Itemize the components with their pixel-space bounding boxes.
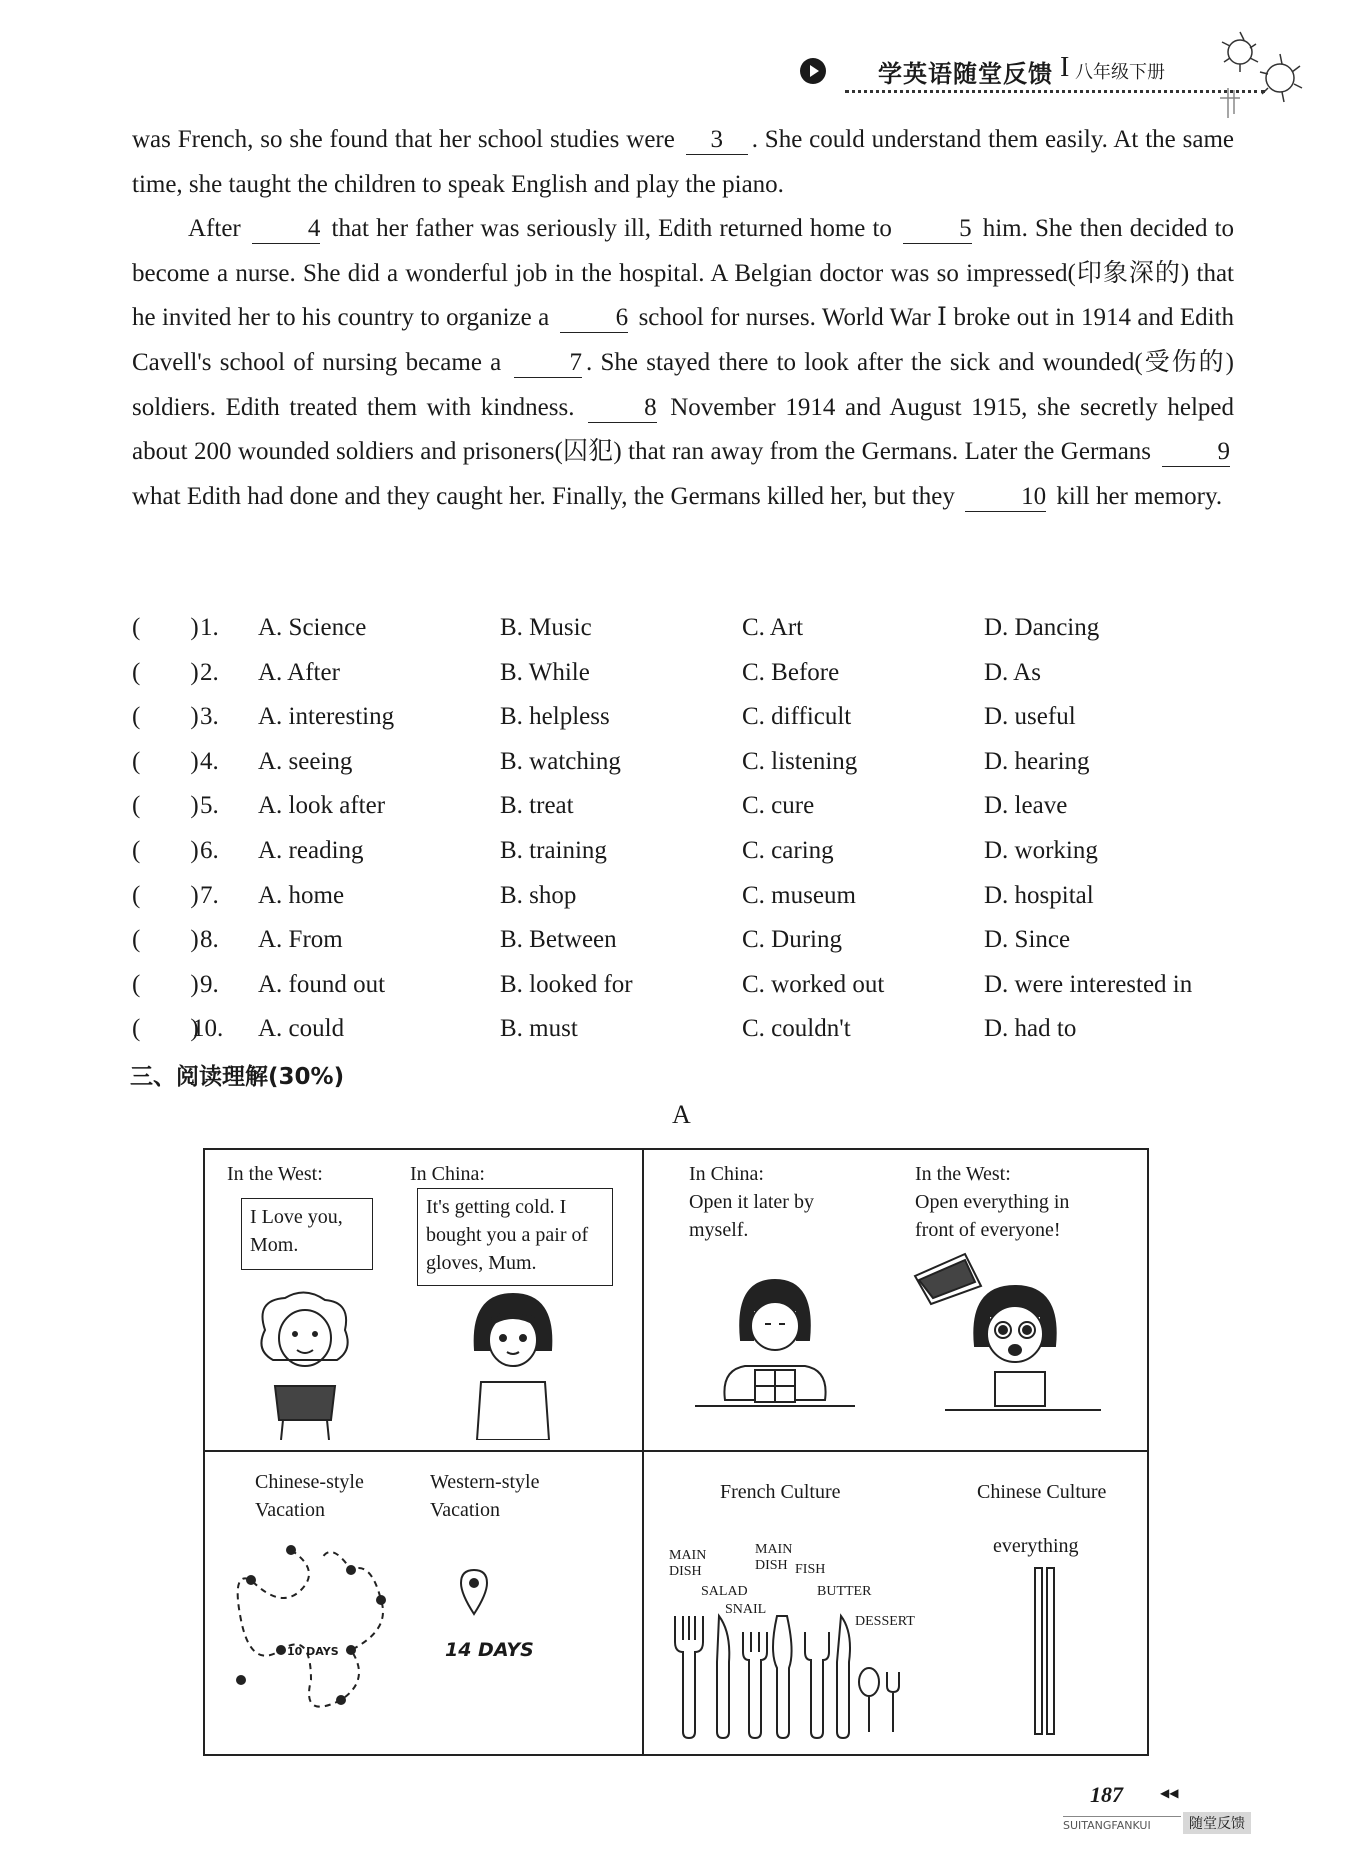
question-number: 6. (200, 836, 219, 864)
label-dessert: DESSERT (855, 1614, 915, 1629)
question-row (132, 963, 1242, 1008)
panel2-china-label: In China: (689, 1163, 764, 1185)
option-c[interactable]: C. couldn't (742, 1015, 851, 1043)
title-separator: I (1060, 52, 1070, 83)
play-icon (800, 58, 826, 84)
option-c[interactable]: C. listening (742, 747, 858, 775)
question-number: 1. (200, 614, 219, 641)
label-salad: SALAD (701, 1584, 748, 1599)
girl-holding-gift-illustration-icon (685, 1270, 865, 1420)
option-d[interactable]: D. Dancing (984, 614, 1100, 641)
option-d[interactable]: D. had to (984, 1015, 1077, 1043)
question-number: 5. (200, 792, 219, 820)
western-vacation-title: Western-style Vacation (430, 1471, 540, 1521)
figure-divider (205, 1450, 1147, 1452)
option-b[interactable]: B. helpless (500, 703, 610, 731)
question-number: 7. (200, 881, 219, 909)
option-c[interactable]: C. Art (742, 614, 804, 641)
question-number: 3. (200, 703, 219, 731)
everything-label: everything (993, 1535, 1079, 1557)
option-c[interactable]: C. During (742, 926, 842, 954)
option-b[interactable]: B. While (500, 658, 590, 686)
footer-tag: 随堂反馈 (1183, 1812, 1251, 1834)
sunflower-decoration-icon (1200, 18, 1320, 128)
winding-route-map-icon (221, 1530, 421, 1730)
paragraph-1 (132, 118, 1234, 207)
footer-brand: SUITANGFANKUI (1063, 1816, 1181, 1832)
question-number: 4. (200, 747, 219, 775)
blank-4[interactable]: 4 (252, 215, 321, 244)
text-segment: what Edith had done and they caught her. Finally, the Germans killed her, but they (132, 482, 955, 510)
blank-7[interactable]: 7 (514, 349, 583, 378)
option-a[interactable]: A. found out (258, 970, 386, 998)
question-row (132, 651, 1242, 696)
fourteen-days-label: 14 DAYS (445, 1639, 534, 1661)
location-pin-icon (459, 1568, 489, 1616)
blank-6[interactable]: 6 (560, 304, 629, 333)
answer-box[interactable]: ( ) (132, 926, 199, 954)
chinese-culture-title: Chinese Culture (977, 1481, 1107, 1503)
question-number: 10. (192, 1015, 224, 1043)
chinese-vacation-title: Chinese-style Vacation (255, 1471, 364, 1521)
blank-3[interactable]: 3 (686, 126, 748, 155)
option-b[interactable]: B. shop (500, 881, 577, 909)
text-segment: November 1914 and August 1915, she secretly helped about 200 wounded soldiers and prisoners(囚犯) that ran away from the Germans. Later the Germans (132, 393, 1234, 466)
option-b[interactable]: B. treat (500, 792, 574, 820)
text-segment: was French, so she found that her school studies were (132, 126, 675, 153)
option-b[interactable]: B. looked for (500, 970, 633, 998)
western-girl-illustration-icon (245, 1290, 365, 1440)
option-a[interactable]: A. look after (258, 792, 386, 820)
blank-9[interactable]: 9 (1162, 438, 1231, 467)
option-a[interactable]: A. Science (258, 614, 367, 641)
answer-box[interactable]: ( ) (132, 658, 199, 686)
label-main-dish: MAIN DISH (755, 1542, 793, 1573)
option-a[interactable]: A. After (258, 658, 340, 686)
option-a[interactable]: A. could (258, 1015, 345, 1043)
option-c[interactable]: C. caring (742, 836, 834, 864)
ten-days-label: 10 DAYS (287, 1645, 339, 1658)
text-segment: kill her memory. (1056, 482, 1223, 510)
answer-box[interactable]: ( ) (132, 703, 199, 731)
text-segment: him. She then decided to become a nurse. She did a wonderful job in the hospital. A Belgian doctor was so impressed(印象深的) that he invited her to his country to organize a (132, 215, 1235, 332)
panel2-west-text: Open everything in front of everyone! (915, 1191, 1070, 1241)
option-a[interactable]: A. reading (258, 836, 364, 864)
panel1-west-label: In the West: (227, 1163, 323, 1185)
panel2-china-text: Open it later by myself. (689, 1191, 814, 1241)
answer-box[interactable]: ( ) (132, 970, 199, 998)
answer-box[interactable]: ( ) (132, 614, 199, 641)
question-number: 2. (200, 658, 219, 686)
question-row (132, 874, 1242, 919)
label-fish: FISH (795, 1562, 826, 1577)
option-a[interactable]: A. From (258, 926, 343, 954)
answer-box[interactable]: ( ) (132, 792, 199, 820)
option-d[interactable]: D. Since (984, 926, 1071, 954)
question-row (132, 1007, 1242, 1052)
option-b[interactable]: B. watching (500, 747, 621, 775)
panel1-china-label: In China: (410, 1163, 485, 1185)
option-d[interactable]: D. were interested in (984, 970, 1193, 998)
blank-8[interactable]: 8 (588, 394, 657, 423)
question-row (132, 695, 1242, 740)
cloze-passage (132, 118, 1234, 519)
speech-bubble-china: It's getting cold. I bought you a pair of gloves, Mum. (417, 1188, 613, 1286)
section-heading: 三、阅读理解(30%) (130, 1064, 345, 1090)
answer-box[interactable]: ( ) (132, 1015, 199, 1043)
answer-choices (132, 606, 1242, 1052)
question-row (132, 829, 1242, 874)
text-segment: After (188, 215, 241, 243)
french-culture-title: French Culture (720, 1481, 841, 1503)
western-cutlery-icon (669, 1612, 909, 1740)
blank-10[interactable]: 10 (965, 483, 1046, 512)
question-row (132, 918, 1242, 963)
option-d[interactable]: D. hearing (984, 747, 1090, 775)
option-b[interactable]: B. training (500, 836, 607, 864)
answer-box[interactable]: ( ) (132, 836, 199, 864)
answer-box[interactable]: ( ) (132, 747, 199, 775)
option-c[interactable]: C. museum (742, 881, 856, 909)
option-a[interactable]: A. interesting (258, 703, 395, 731)
question-row (132, 784, 1242, 829)
girl-opening-gift-illustration-icon (905, 1246, 1105, 1426)
book-title: 学英语随堂反馈 (878, 60, 1053, 88)
blank-5[interactable]: 5 (903, 215, 972, 244)
label-snail: SNAIL (725, 1602, 767, 1617)
option-c[interactable]: C. cure (742, 792, 815, 820)
back-arrows-icon: ◀◀ (1160, 1786, 1179, 1800)
culture-comparison-figure (203, 1148, 1149, 1756)
question-number: 9. (200, 970, 219, 998)
chinese-girl-illustration-icon (453, 1290, 573, 1440)
text-segment: school for nurses. World War Ⅰ broke out in 1914 and Edith Cavell's school of nursing became a (132, 304, 1235, 376)
text-segment: . She stayed there to look after the sick and wounded(受伤的) soldiers. Edith treated them with kindness. (132, 348, 1234, 421)
text-segment: . She could understand them easily. At the same time, she taught the children to speak English and play the piano. (132, 126, 1234, 198)
option-d[interactable]: D. working (984, 836, 1098, 864)
figure-divider (642, 1150, 644, 1754)
option-c[interactable]: C. Before (742, 658, 840, 686)
option-b[interactable]: B. Music (500, 614, 592, 641)
label-butter: BUTTER (817, 1584, 872, 1599)
page-number: 187 (1090, 1782, 1123, 1807)
option-b[interactable]: B. Between (500, 926, 617, 954)
option-d[interactable]: D. hospital (984, 881, 1094, 909)
paragraph-2 (132, 207, 1234, 519)
option-d[interactable]: D. useful (984, 703, 1076, 731)
option-d[interactable]: D. leave (984, 792, 1068, 820)
chopsticks-icon (1033, 1566, 1057, 1736)
label-main-dish: MAIN DISH (669, 1548, 707, 1579)
speech-bubble-west: I Love you, Mom. (241, 1198, 373, 1270)
option-c[interactable]: C. difficult (742, 703, 852, 731)
question-row (132, 740, 1242, 785)
option-b[interactable]: B. must (500, 1015, 578, 1043)
text-segment: that her father was seriously ill, Edith returned home to (331, 215, 892, 243)
option-a[interactable]: A. home (258, 881, 345, 909)
grade-label: 八年级下册 (1075, 62, 1165, 83)
subsection-label: A (672, 1100, 691, 1129)
panel2-west-label: In the West: (915, 1163, 1011, 1185)
question-number: 8. (200, 926, 219, 954)
option-a[interactable]: A. seeing (258, 747, 353, 775)
question-row (132, 606, 1242, 651)
option-c[interactable]: C. worked out (742, 970, 885, 998)
answer-box[interactable]: ( ) (132, 881, 199, 909)
option-d[interactable]: D. As (984, 658, 1041, 686)
